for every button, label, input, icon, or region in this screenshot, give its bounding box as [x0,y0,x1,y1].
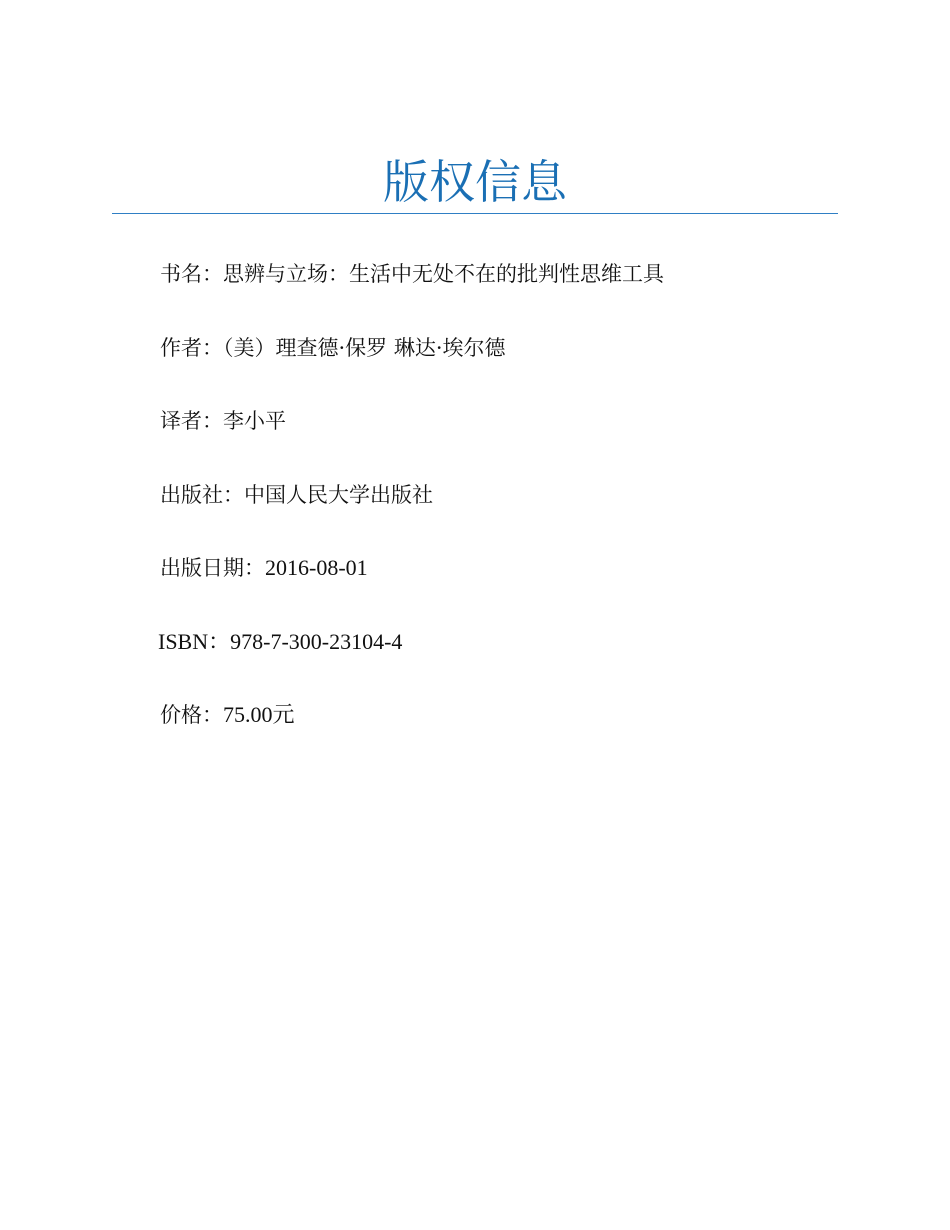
page-title: 版权信息 [383,155,567,209]
field-value: （美）理查德·保罗 琳达·埃尔德 [223,335,506,360]
field-book-title [160,256,860,330]
field-value: 2016-08-01 [265,555,368,580]
field-publish-date [160,550,860,624]
field-translator [160,403,860,477]
field-value: 75.00元 [223,702,295,727]
field-label: 译者： [160,409,223,433]
field-value: 思辨与立场：生活中无处不在的批判性思维工具 [223,262,664,286]
copyright-info-list [160,256,860,771]
field-label: 作者： [160,335,223,360]
field-label: 出版社： [160,482,244,507]
title-underline [112,213,838,214]
field-label: ISBN： [158,628,231,654]
field-isbn [160,624,860,698]
field-value: 李小平 [223,409,286,433]
field-label: 出版日期： [160,556,265,580]
field-value: 978-7-300-23104-4 [230,628,403,654]
field-author [160,330,860,404]
field-label: 书名： [160,262,223,286]
field-value: 中国人民大学出版社 [244,482,433,507]
field-publisher [160,477,860,551]
field-price [160,697,860,771]
field-label: 价格： [160,703,223,727]
